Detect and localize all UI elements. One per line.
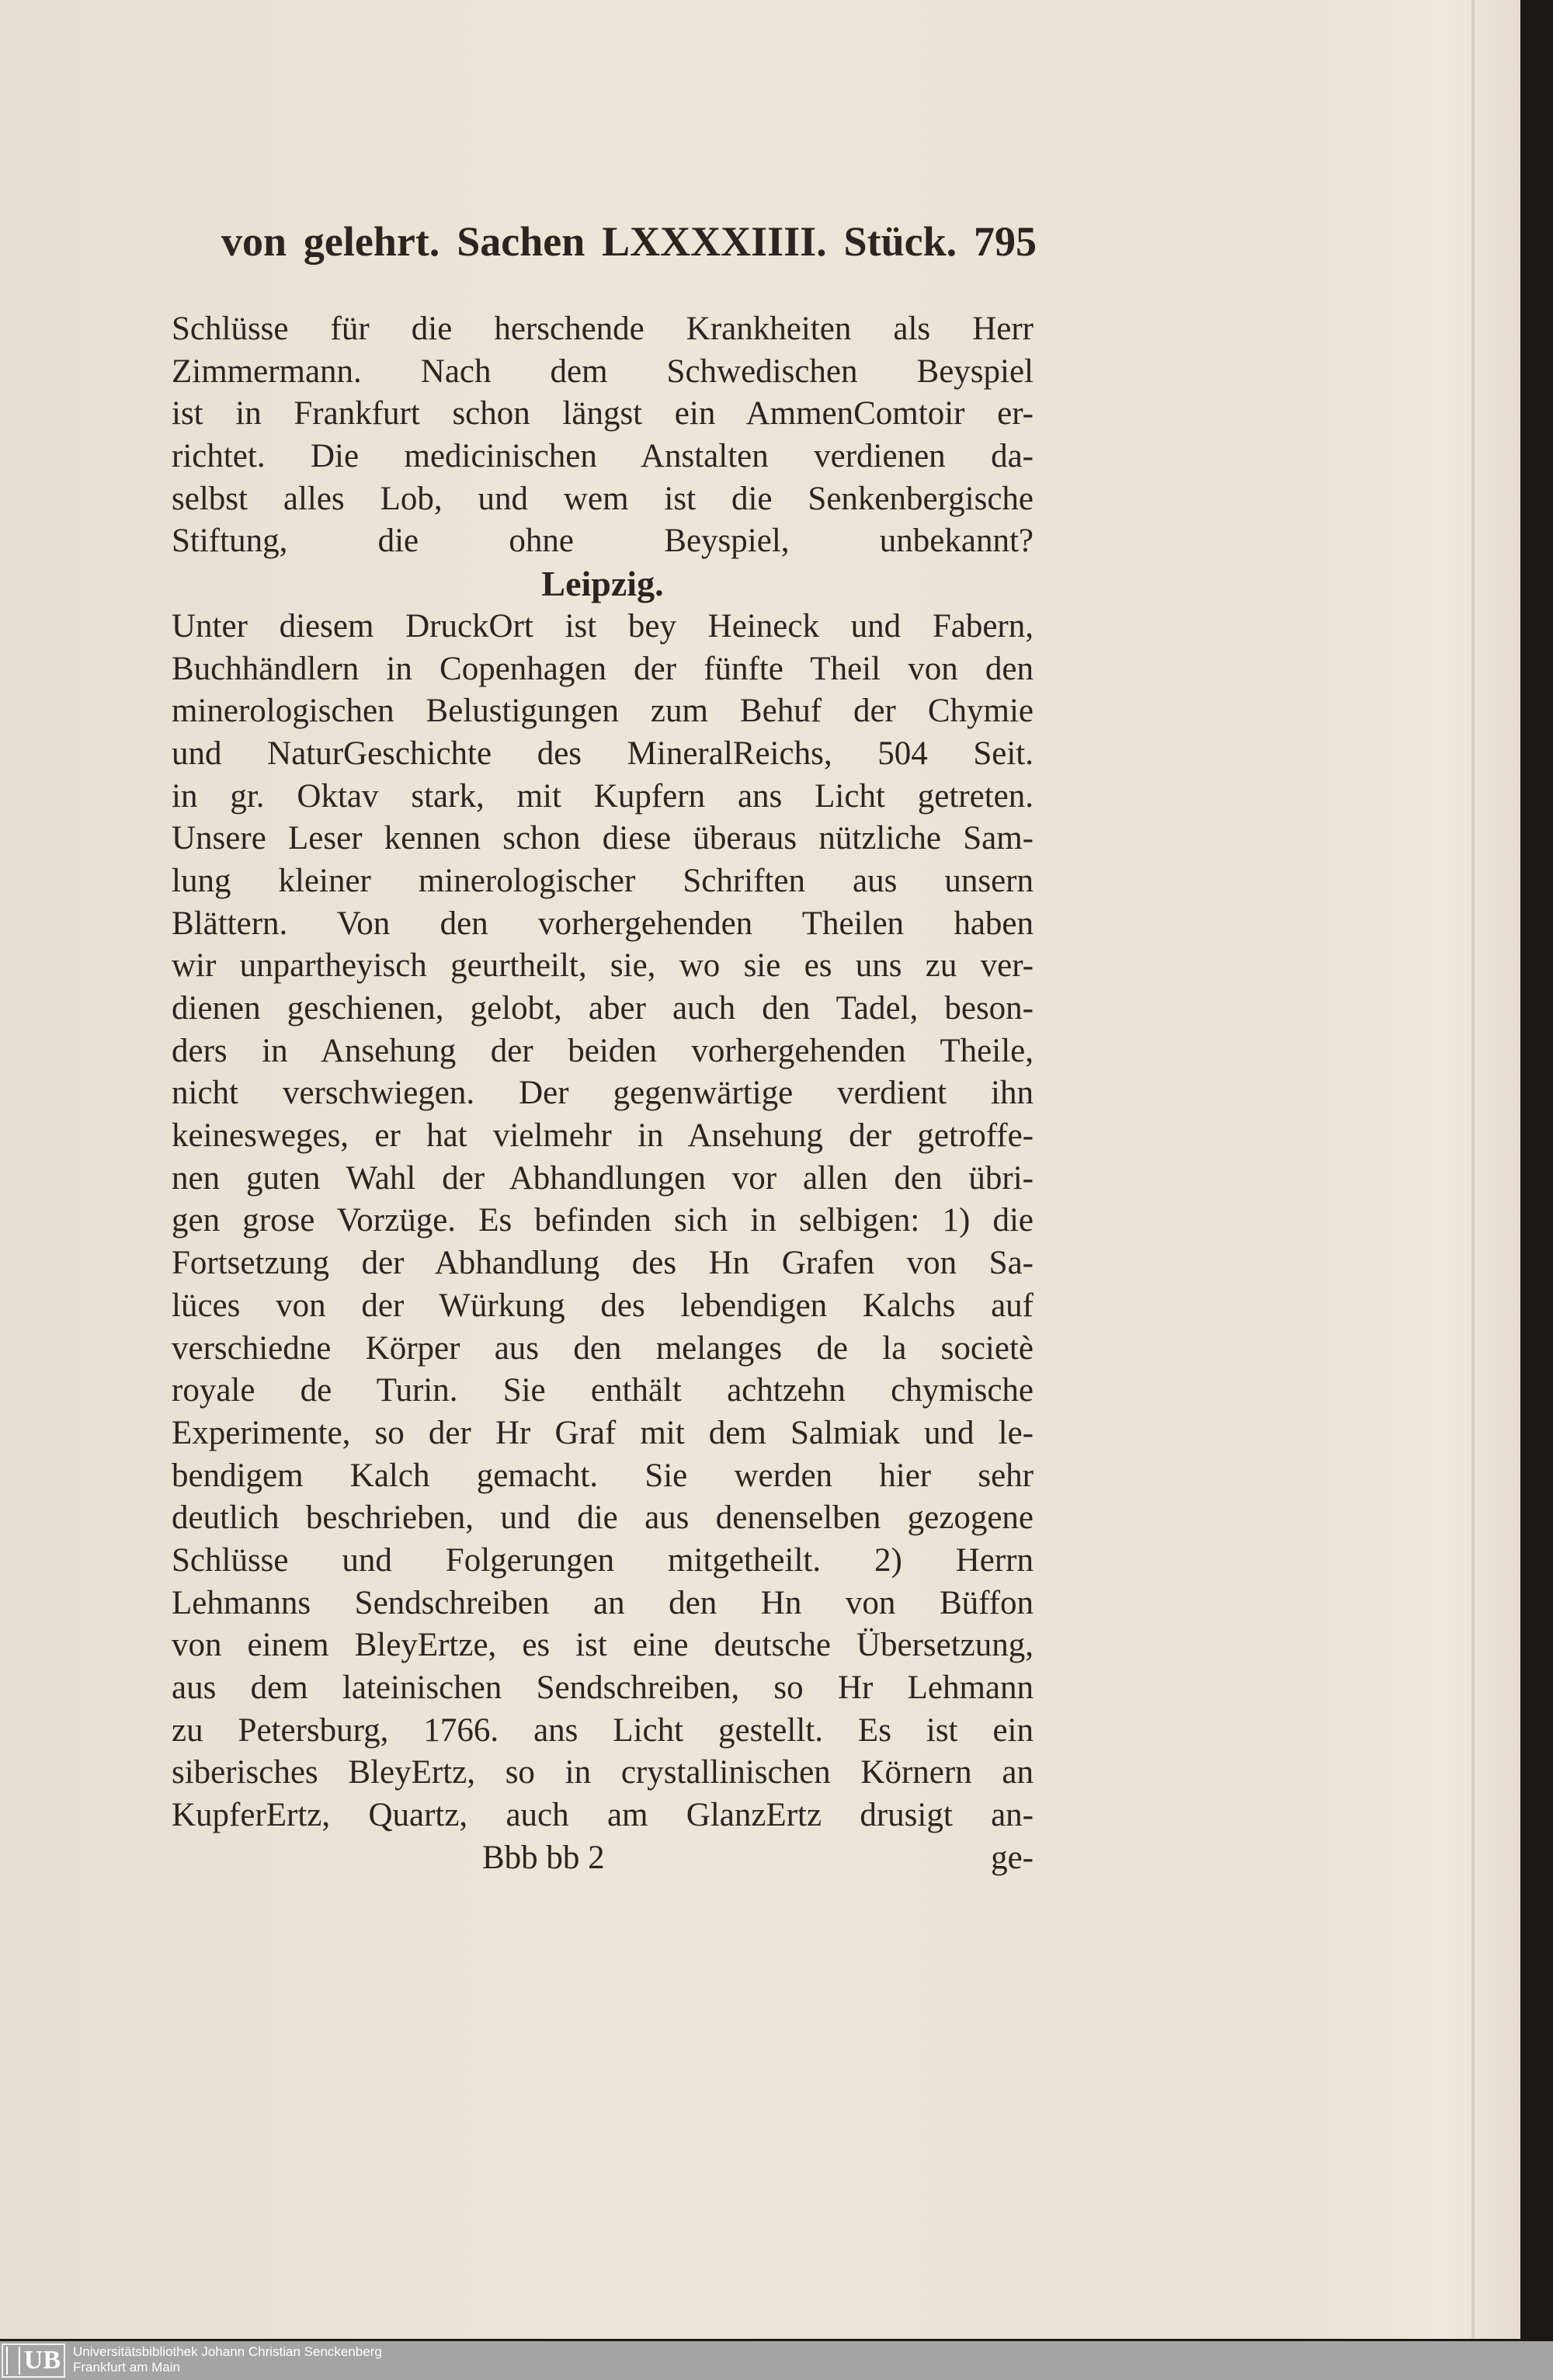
text-line: dienen geschienen, gelobt, aber auch den Tadel, beson- xyxy=(172,990,1034,1027)
text-line: lüces von der Würkung des lebendigen Kalchs auf xyxy=(172,1287,1034,1324)
text-line: in gr. Oktav stark, mit Kupfern ans Licht getreten. xyxy=(172,777,1034,815)
text-line: und NaturGeschichte des MineralReichs, 504 Seit. xyxy=(172,735,1034,772)
text-line: Blättern. Von den vorhergehenden Theilen haben xyxy=(172,905,1034,942)
text-line: keinesweges, er hat vielmehr in Ansehung der getroffe- xyxy=(172,1117,1034,1155)
section-heading: Leipzig. xyxy=(541,564,664,604)
text-line: Unsere Leser kennen schon diese überaus nützliche Sam- xyxy=(172,820,1034,857)
text-line: verschiedne Körper aus den melanges de la societè xyxy=(172,1329,1034,1367)
text-line: royale de Turin. Sie enthält achtzehn chymische xyxy=(172,1372,1034,1409)
text-line: Zimmermann. Nach dem Schwedischen Beyspiel xyxy=(172,353,1034,390)
body-text xyxy=(172,308,1034,1879)
text-line: deutlich beschrieben, und die aus denenselben gezogene xyxy=(172,1499,1034,1537)
library-footer xyxy=(0,2341,1553,2380)
page-fold-shadow xyxy=(1471,0,1475,2339)
text-line: von einem BleyErtze, es ist eine deutsche Übersetzung, xyxy=(172,1627,1034,1664)
logo-bars-icon xyxy=(6,2347,20,2375)
library-name: Universitätsbibliothek Johann Christian Senckenberg xyxy=(73,2344,382,2359)
text-line: selbst alles Lob, und wem ist die Senkenbergische xyxy=(172,480,1034,517)
text-line: gen grose Vorzüge. Es befinden sich in selbigen: 1) die xyxy=(172,1202,1034,1239)
text-line: Experimente, so der Hr Graf mit dem Salmiak und le- xyxy=(172,1414,1034,1451)
ub-logo xyxy=(2,2344,65,2378)
text-line: bendigem Kalch gemacht. Sie werden hier sehr xyxy=(172,1457,1034,1494)
text-line: zu Petersburg, 1766. ans Licht gestellt. Es ist ein xyxy=(172,1711,1034,1749)
text-line: Schlüsse für die herschende Krankheiten als Herr xyxy=(172,311,1034,347)
text-line: ders in Ansehung der beiden vorhergehenden Theile, xyxy=(172,1032,1034,1069)
catchword: ge- xyxy=(991,1839,1034,1876)
page-number: 795 xyxy=(974,218,1037,265)
library-city: Frankfurt am Main xyxy=(73,2360,180,2375)
text-line: KupferErtz, Quartz, auch am GlanzErtz drusigt an- xyxy=(172,1797,1034,1834)
text-line: Stiftung, die ohne Beyspiel, unbekannt? xyxy=(172,523,1034,560)
text-line: Schlüsse und Folgerungen mitgetheilt. 2) Herrn xyxy=(172,1541,1034,1579)
text-line: aus dem lateinischen Sendschreiben, so Hr Lehmann xyxy=(172,1669,1034,1706)
running-title: von gelehrt. Sachen LXXXXIIII. Stück. xyxy=(221,218,957,265)
running-header xyxy=(221,217,1037,266)
text-line: Buchhändlern in Copenhagen der fünfte Theil von den xyxy=(172,650,1034,687)
text-line: nicht verschwiegen. Der gegenwärtige verdient ihn xyxy=(172,1075,1034,1112)
text-line: Unter diesem DruckOrt ist bey Heineck und Fabern, xyxy=(172,607,1034,645)
text-line: nen guten Wahl der Abhandlungen vor allen den übri- xyxy=(172,1159,1034,1197)
text-line: wir unpartheyisch geurtheilt, sie, wo sie es uns zu ver- xyxy=(172,947,1034,985)
signature-mark: Bbb bb 2 xyxy=(482,1839,605,1876)
text-line: Lehmanns Sendschreiben an den Hn von Büffon xyxy=(172,1584,1034,1621)
text-line: lung kleiner minerologischer Schriften aus unsern xyxy=(172,862,1034,899)
text-line: Fortsetzung der Abhandlung des Hn Grafen von Sa- xyxy=(172,1245,1034,1282)
text-line: minerologischen Belustigungen zum Behuf der Chymie xyxy=(172,693,1034,730)
text-line: ist in Frankfurt schon längst ein AmmenComtoir er- xyxy=(172,395,1034,433)
text-line: siberisches BleyErtz, so in crystallinischen Körnern an xyxy=(172,1754,1034,1791)
logo-text: UB xyxy=(23,2346,61,2375)
page-foot-line xyxy=(172,1837,1034,1880)
text-line: richtet. Die medicinischen Anstalten verdienen da- xyxy=(172,438,1034,475)
